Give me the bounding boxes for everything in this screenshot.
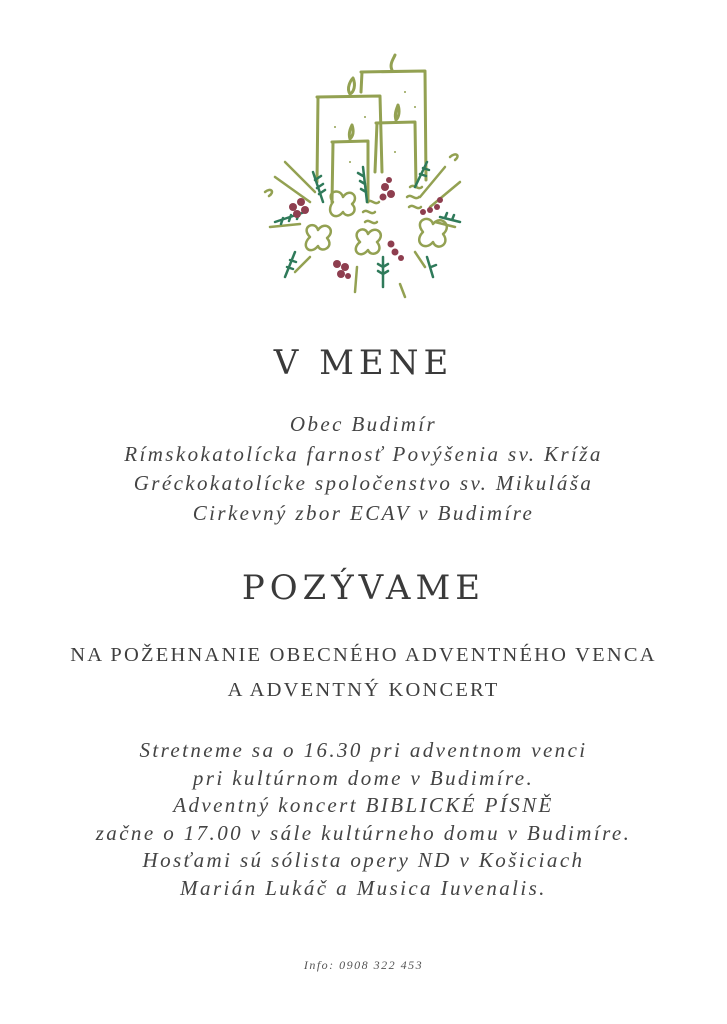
event-details (0, 737, 727, 902)
info-phone: Info: 0908 322 453 (303, 958, 424, 972)
subtitle-line: NA POŽEHNANIE OBECNÉHO ADVENTNÉHO VENCA (70, 644, 657, 666)
details-line: Hosťami sú sólista opery ND v Košiciach (142, 848, 585, 872)
organizer-line: Gréckokatolícke spoločenstvo sv. Mikuláša (133, 471, 594, 495)
organizer-line: Cirkevný zbor ECAV v Budimíre (192, 500, 535, 525)
organizer-line: Rímskokatolícka farnosť Povýšenia sv. Kríža (124, 441, 603, 466)
event-subtitle (0, 638, 727, 708)
invite-heading-wrap (0, 568, 727, 608)
details-line: pri kultúrnom dome v Budimíre. (192, 765, 535, 790)
advent-candles-wreath-icon (255, 52, 475, 307)
invite-heading: POZÝVAME (241, 568, 486, 608)
organizers-list (0, 410, 727, 528)
in-name-heading: V MENE (273, 343, 454, 383)
in-name-heading-wrap (0, 343, 727, 383)
organizer-line: Obec Budimír (289, 412, 438, 436)
details-line: začne o 17.00 v sále kultúrneho domu v Budimíre. (95, 820, 632, 845)
details-line: Stretneme sa o 16.30 pri adventnom venci (139, 738, 588, 762)
details-line: Marián Lukáč a Musica Iuvenalis. (180, 875, 547, 900)
details-line: Adventný koncert BIBLICKÉ PÍSNĚ (173, 793, 554, 817)
subtitle-line: A ADVENTNÝ KONCERT (227, 679, 500, 701)
